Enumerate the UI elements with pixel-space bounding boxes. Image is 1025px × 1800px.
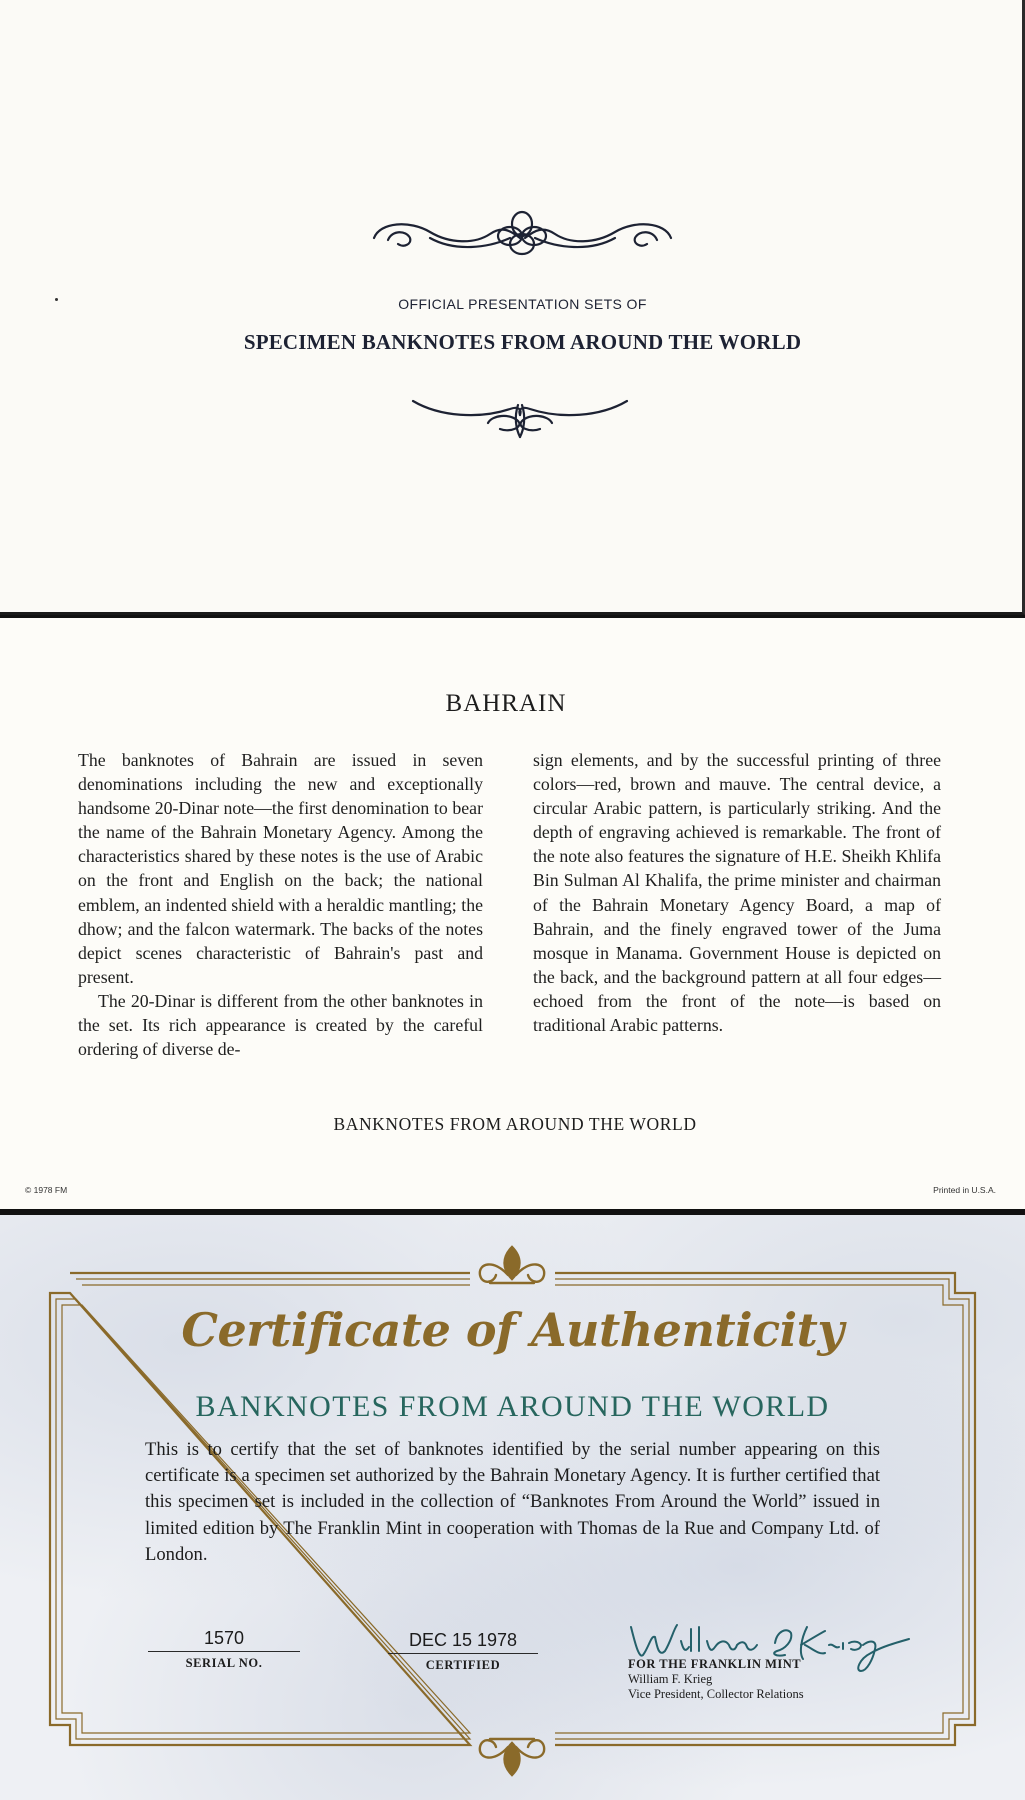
serial-number-label: SERIAL NO. — [185, 1656, 263, 1670]
signatory-block — [628, 1657, 804, 1702]
certificate-panel — [0, 1215, 1025, 1800]
cover-kicker: OFFICIAL PRESENTATION SETS OF — [398, 296, 647, 312]
description-paragraph: The banknotes of Bahrain are issued in seven denominations including the new and exceptionally handsome 20-Dinar note—the first denomination to bear the name of the Bahrain Monetary Agency. Among the characteristics shared by these notes is the use of Arabic on the front and English on the back; the national emblem, an indented shield with a heraldic mantling; the dhow; and the falcon watermark. The backs of the notes depict scenes characteristic of Bahrain's past and present. — [78, 750, 483, 987]
certificate-heading: Certificate of Authenticity — [181, 1303, 844, 1357]
cover-title: SPECIMEN BANKNOTES FROM AROUND THE WORLD — [243, 330, 802, 354]
certificate-series-title: BANKNOTES FROM AROUND THE WORLD — [195, 1390, 830, 1423]
certificate-body-text: This is to certify that the set of banknotes identified by the serial number appearing on this certificate is a specimen set authorized by the Bahrain Monetary Agency. It is further certified that this specimen set is included in the collection of “Banknotes From Around the World” issued in limited edition by The Franklin Mint in cooperation with Thomas de la Rue and Company Ltd. of London. — [145, 1439, 880, 1565]
description-right-column — [533, 748, 941, 1037]
description-panel — [0, 618, 1025, 1212]
description-left-column — [78, 748, 483, 1061]
country-heading: BAHRAIN — [445, 690, 567, 717]
description-paragraph: sign elements, and by the successful printing of three colors—red, brown and mauve. The central device, a circular Arabic pattern, is particularly striking. And the depth of engraving achieved is remarkable. The front of the note also features the signature of H.E. Sheikh Khlifa Bin Sulman Al Khalifa, the prime minister and chairman of the Bahrain Monetary Agency Board, a map of Bahrain, and the finely engraved tower of the Juma mosque in Manama. Government House is depicted on the back, and the background pattern at all four edges—echoed from the front of the note—is based on traditional Arabic patterns. — [533, 750, 941, 1036]
serial-number-field — [148, 1628, 300, 1671]
certified-date-field — [388, 1630, 538, 1673]
certified-date-label: CERTIFIED — [425, 1658, 501, 1672]
cover-panel — [0, 0, 1025, 615]
series-footer-title: BANKNOTES FROM AROUND THE WORLD — [333, 1114, 697, 1134]
top-fleur-ornament — [480, 1247, 544, 1283]
copyright-notice: © 1978 FM — [25, 1185, 68, 1195]
bottom-flourish-ornament — [410, 393, 630, 439]
signatory-name: William F. Krieg — [628, 1672, 713, 1686]
bottom-fleur-ornament — [480, 1739, 544, 1775]
signatory-organization: FOR THE FRANKLIN MINT — [628, 1657, 802, 1671]
serial-number-value: 1570 — [148, 1628, 300, 1652]
description-paragraph: The 20-Dinar is different from the other banknotes in the set. Its rich appearance is created by the careful ordering of diverse de- — [78, 990, 483, 1060]
printed-notice: Printed in U.S.A. — [933, 1185, 996, 1195]
signatory-title: Vice President, Collector Relations — [628, 1687, 804, 1701]
certified-date-value: DEC 15 1978 — [388, 1630, 538, 1654]
top-flourish-ornament — [370, 208, 675, 264]
